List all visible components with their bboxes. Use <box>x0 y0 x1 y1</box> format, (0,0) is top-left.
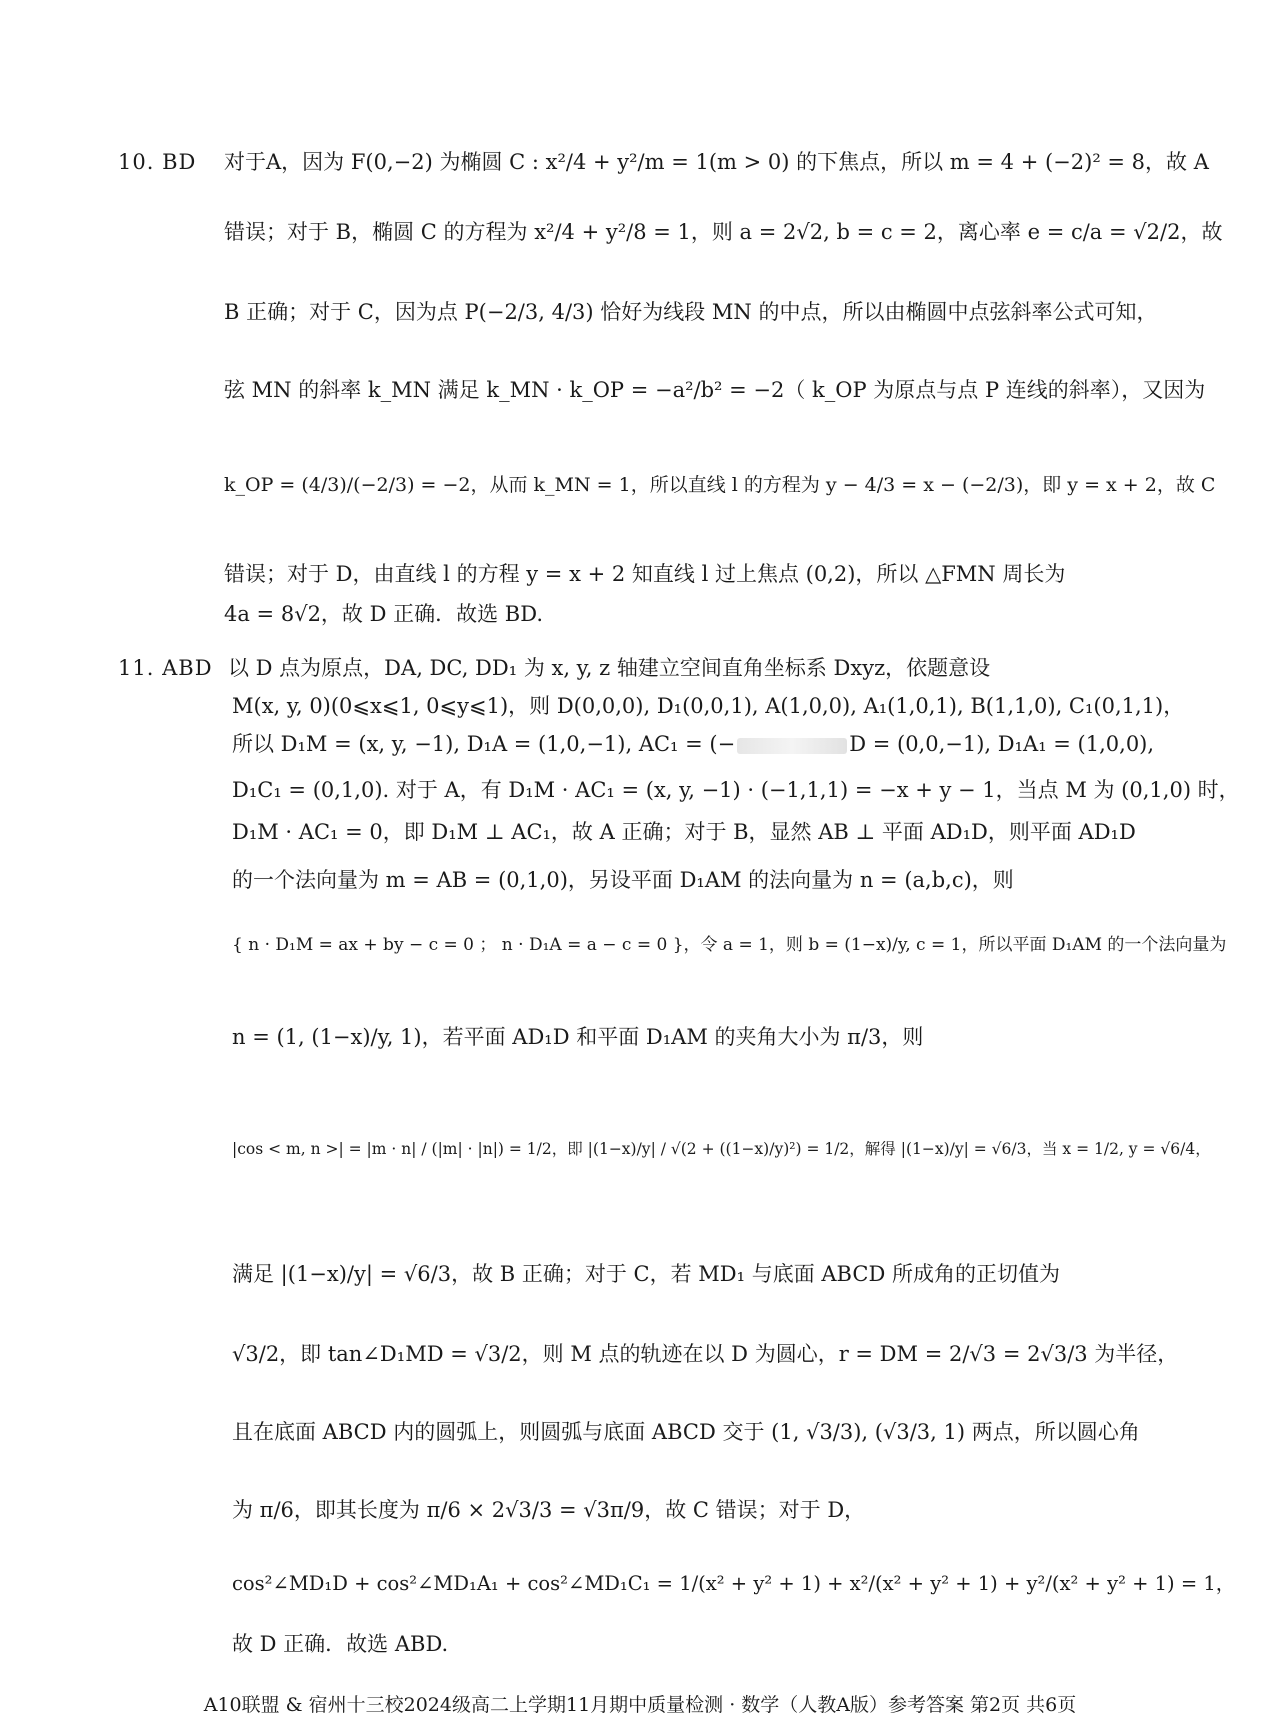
q10-number-and-answer <box>118 150 196 174</box>
q11-line-1: 以 D 点为原点，DA, DC, DD₁ 为 x, y, z 轴建立空间直角坐标系 Dxyz，依题意设 <box>228 656 991 680</box>
q10-line-3: B 正确；对于 C，因为点 P(−2/3, 4/3) 恰好为线段 MN 的中点，所以由椭圆中点弦斜率公式可知， <box>224 300 1158 324</box>
q10-line-5: k_OP = (4/3)/(−2/3) = −2，从而 k_MN = 1，所以直线 l 的方程为 y − 4/3 = x − (−2/3)，即 y = x + 2，故 C <box>224 474 1216 496</box>
q11-line-15: 故 D 正确．故选 ABD. <box>232 1632 449 1656</box>
q11-line-10: 满足 |(1−x)/y| = √6/3，故 B 正确；对于 C，若 MD₁ 与底面 ABCD 所成角的正切值为 <box>232 1262 1060 1286</box>
q10-line-4: 弦 MN 的斜率 k_MN 满足 k_MN · k_OP = −a²/b² = −2（ k_OP 为原点与点 P 连线的斜率），又因为 <box>224 378 1206 402</box>
q11-line-14: cos²∠MD₁D + cos²∠MD₁A₁ + cos²∠MD₁C₁ = 1/(x² + y² + 1) + x²/(x² + y² + 1) + y²/(x² + y² + 1) = 1， <box>232 1572 1236 1595</box>
q11-line-5: D₁M · AC₁ = 0，即 D₁M ⊥ AC₁，故 A 正确；对于 B，显然 AB ⊥ 平面 AD₁D，则平面 AD₁D <box>232 820 1136 844</box>
page-footer: A10联盟 & 宿州十三校2024级高二上学期11月期中质量检测 · 数学（人教A版）参考答案 第2页 共6页 <box>203 1694 1077 1716</box>
q11-line-2: M(x, y, 0)(0⩽x⩽1, 0⩽y⩽1)，则 D(0,0,0), D₁(0,0,1), A(1,0,0), A₁(1,0,1), B(1,1,0), C₁(0,1,1)， <box>232 694 1185 718</box>
q11-line-3-right: D = (0,0,−1), D₁A₁ = (1,0,0), <box>849 732 1155 756</box>
q11-line-9: |cos < m, n >| = |m · n| / (|m| · |n|) = 1/2，即 |(1−x)/y| / √(2 + ((1−x)/y)²) = 1/2，解得 |(1−x)/y| = √6/3，当 x = 1/2, y = √6/4， <box>232 1140 1211 1158</box>
q11-line-3-left: 所以 D₁M = (x, y, −1), D₁A = (1,0,−1), AC₁ = (− <box>232 732 736 756</box>
q10-line-6: 错误；对于 D，由直线 l 的方程 y = x + 2 知直线 l 过上焦点 (0,2)，所以 △FMN 周长为 <box>224 562 1066 586</box>
q10-line-1: 对于A，因为 F(0,−2) 为椭圆 C : x²/4 + y²/m = 1(m > 0) 的下焦点，所以 m = 4 + (−2)² = 8，故 A <box>224 150 1209 174</box>
q11-line-11: √3/2，即 tan∠D₁MD = √3/2，则 M 点的轨迹在以 D 为圆心，r = DM = 2/√3 = 2√3/3 为半径， <box>232 1342 1179 1366</box>
q11-number: 11. <box>118 656 155 680</box>
q11-line-13: 为 π/6，即其长度为 π/6 × 2√3/3 = √3π/9，故 C 错误；对于 D， <box>232 1498 866 1522</box>
q11-answer: ABD <box>162 656 213 680</box>
q11-number-and-answer <box>118 656 213 680</box>
q10-number: 10. <box>118 150 155 174</box>
q11-line-6: 的一个法向量为 m = AB = (0,1,0)，另设平面 D₁AM 的法向量为 n = (a,b,c)，则 <box>232 868 1014 892</box>
redaction-mask <box>737 738 847 754</box>
q11-line-7: { n · D₁M = ax + by − c = 0 ； n · D₁A = a − c = 0 }，令 a = 1，则 b = (1−x)/y, c = 1，所以平面 D₁AM 的一个法向量为 <box>232 935 1227 955</box>
q10-line-7: 4a = 8√2，故 D 正确．故选 BD. <box>224 602 543 626</box>
q11-line-12: 且在底面 ABCD 内的圆弧上，则圆弧与底面 ABCD 交于 (1, √3/3), (√3/3, 1) 两点，所以圆心角 <box>232 1420 1140 1444</box>
q10-line-2: 错误；对于 B，椭圆 C 的方程为 x²/4 + y²/8 = 1，则 a = 2√2, b = c = 2，离心率 e = c/a = √2/2，故 <box>224 220 1223 244</box>
q11-line-3 <box>232 732 1154 757</box>
q10-answer: BD <box>162 150 197 174</box>
q11-line-8: n = (1, (1−x)/y, 1)，若平面 AD₁D 和平面 D₁AM 的夹角大小为 π/3，则 <box>232 1025 924 1049</box>
q11-line-4: D₁C₁ = (0,1,0). 对于 A，有 D₁M · AC₁ = (x, y, −1) · (−1,1,1) = −x + y − 1，当点 M 为 (0,1,0) 时， <box>232 778 1240 802</box>
